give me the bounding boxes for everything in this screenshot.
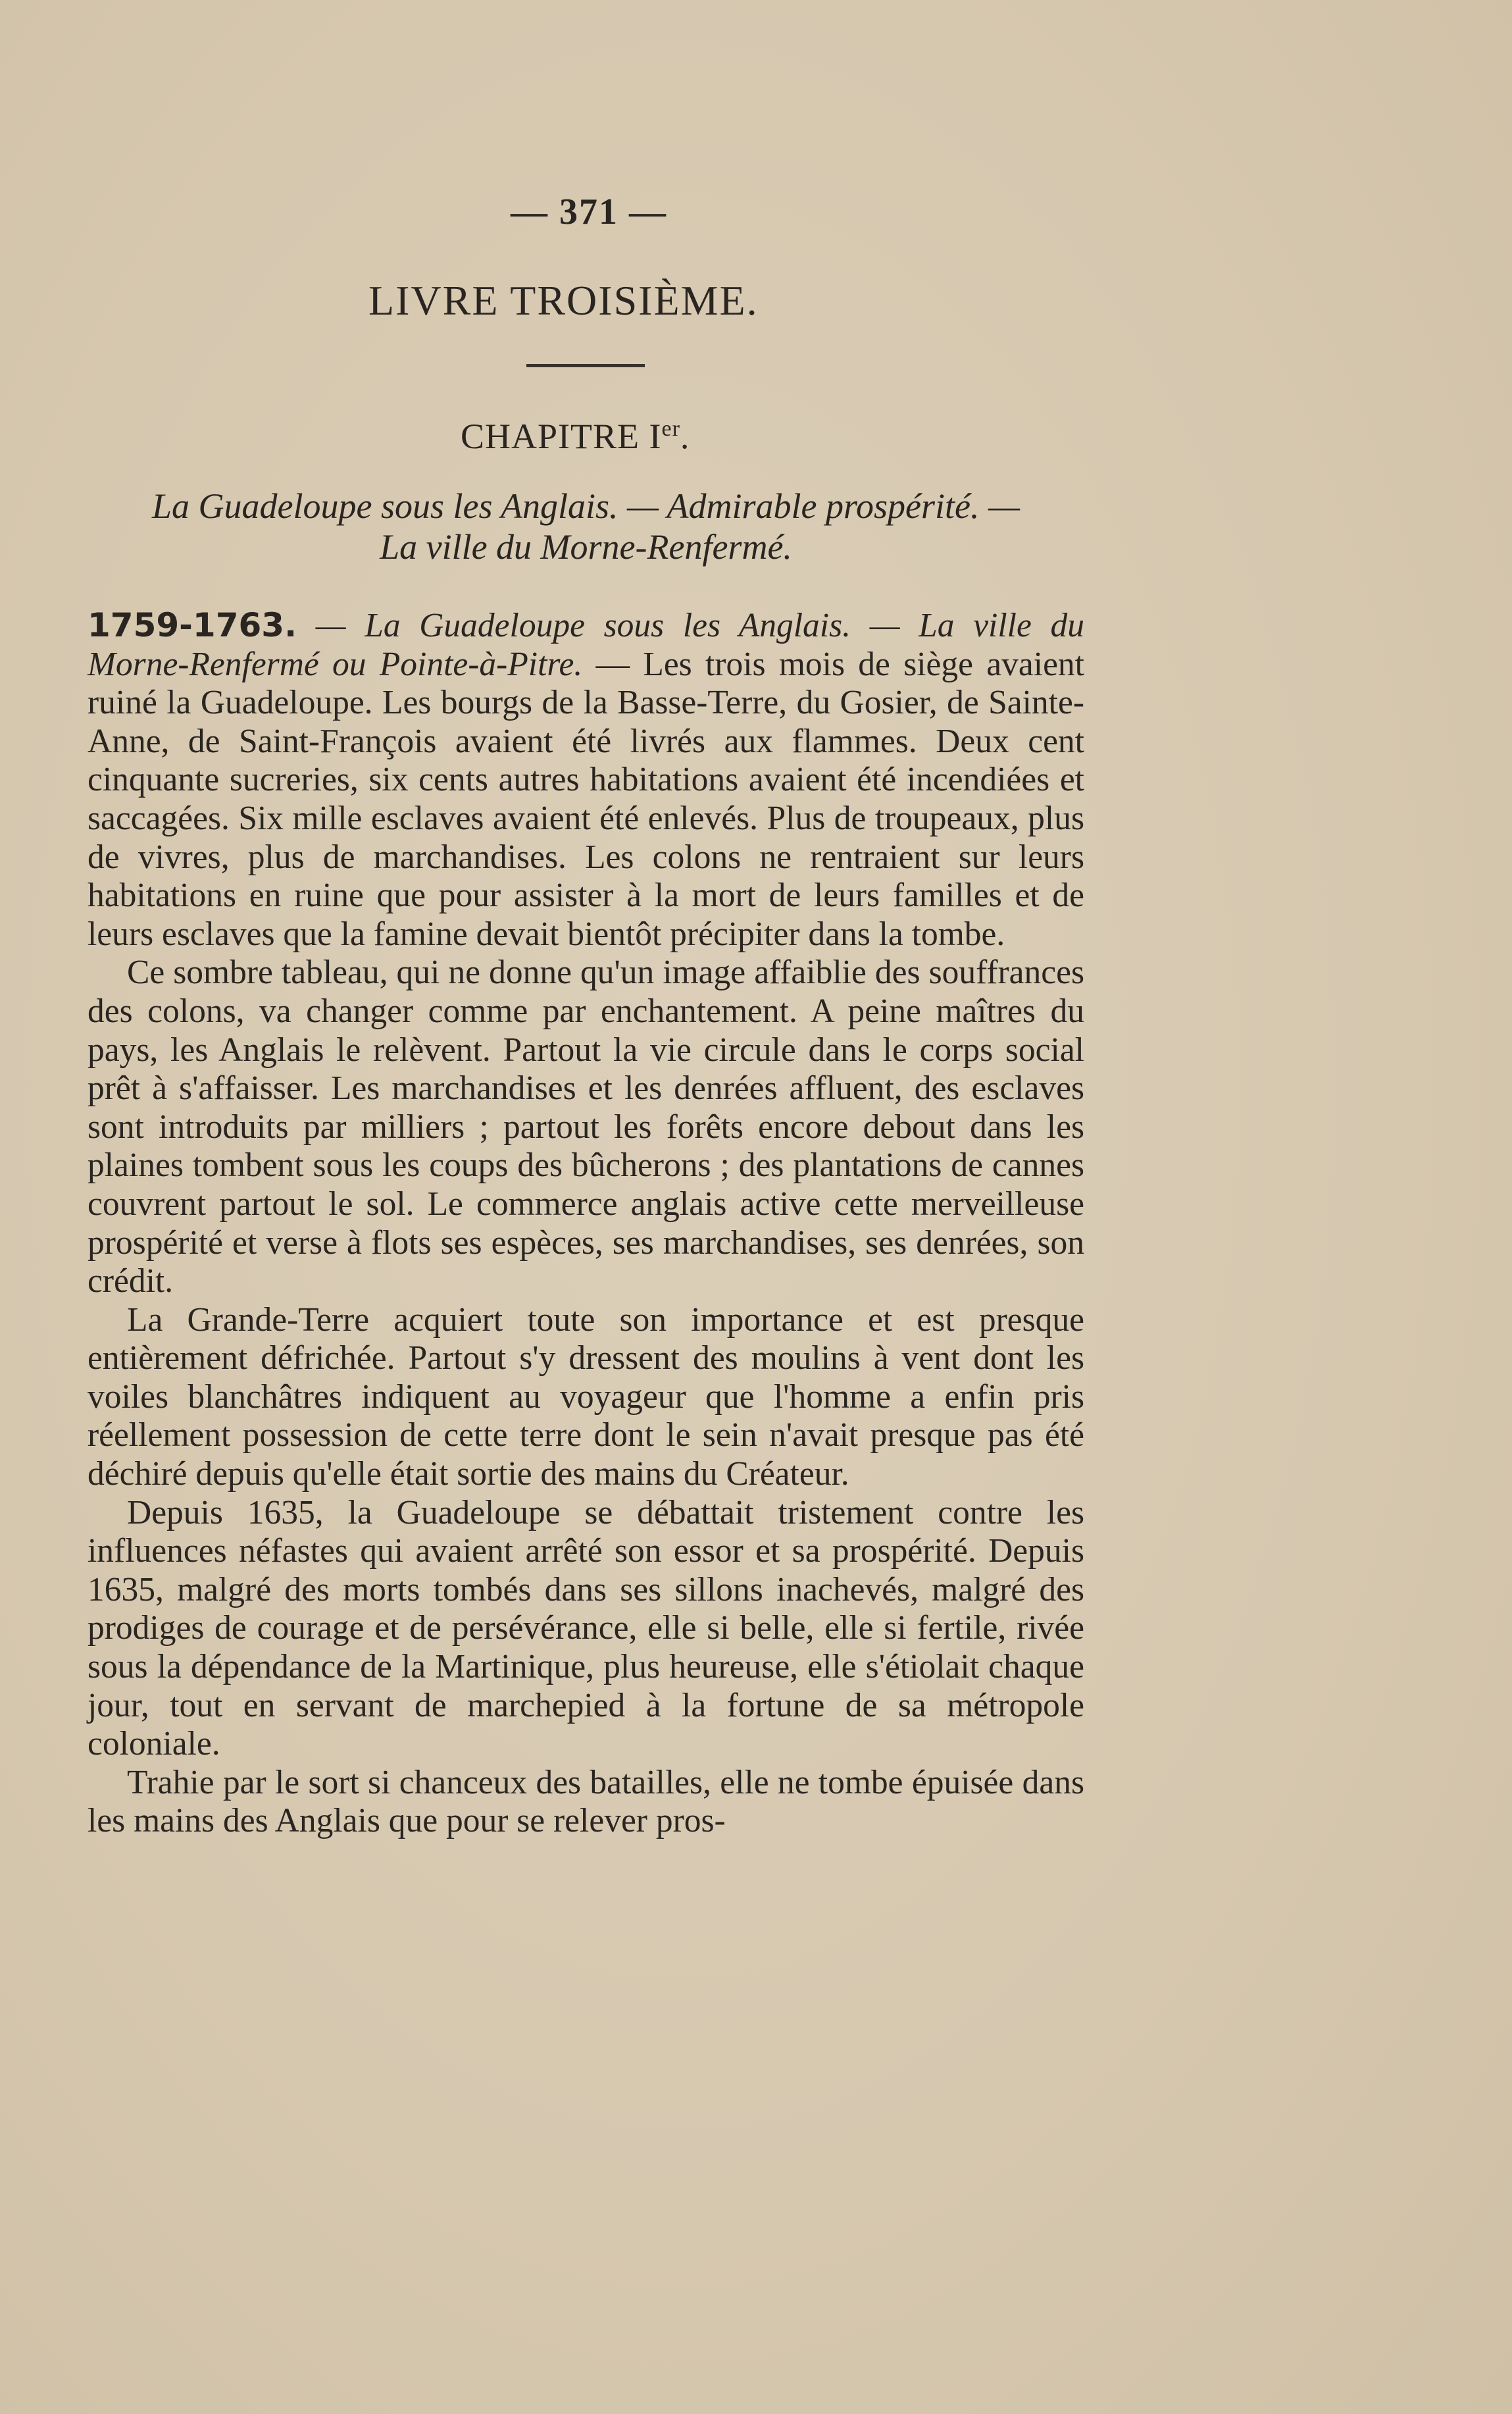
summary-line-2: La ville du Morne-Renfermé. [380, 527, 792, 567]
chapter-heading [461, 416, 737, 457]
chapter-suffix: . [680, 417, 690, 456]
body-text [88, 606, 1084, 1841]
chapter-summary [88, 486, 1084, 567]
paragraph-1-text: — Les trois mois de siège avaient ruiné la Guadeloupe. Les bourgs de la Basse-Terre, du Gosier, de Sainte-Anne, de Saint-François avaient été livrés aux flammes. Deux cent cinquante sucreries, six cents autres habitations avaient été incendiées et saccagées. Six mille esclaves avaient été enlevés. Plus de troupeaux, plus de vivres, plus de marchandises. Les colons ne rentraient sur leurs habitations en ruine que pour assister à la mort de leurs familles et de leurs esclaves que la famine devait bientôt précipiter dans la tombe. [88, 645, 1084, 953]
section-title: — La Guadeloupe sous les Anglais. — La ville du Morne-Renfermé ou Pointe-à-Pitre. [88, 607, 1084, 683]
paragraph-3: La Grande-Terre acquiert toute son importance et est presque entièrement défrichée. Partout s'y dressent des moulins à vent dont les voiles blanchâtres indiquent au voyageur que l'homme a enfin pris réellement possession de cette terre dont le sein n'avait presque pas été déchiré depuis qu'elle était sortie des mains du Créateur. [88, 1300, 1084, 1493]
paragraph-2: Ce sombre tableau, qui ne donne qu'un image affaiblie des souffrances des colons, va changer comme par enchantement. A peine maîtres du pays, les Anglais le relèvent. Partout la vie circule dans le corps social prêt à s'affaisser. Les marchandises et les denrées affluent, des esclaves sont introduits par milliers ; partout les forêts encore debout dans les plaines tombent sous les coups des bûcherons ; des plantations de cannes couvrent partout le sol. Le commerce anglais active cette merveilleuse prospérité et verse à flots ses espèces, ses marchandises, ses denrées, son crédit. [88, 954, 1084, 1300]
paragraph-5: Trahie par le sort si chanceux des batailles, elle ne tombe épuisée dans les mains des Anglais que pour se relever pros- [88, 1763, 1084, 1840]
page-number: — 371 — [511, 192, 667, 232]
paragraph-4: Depuis 1635, la Guadeloupe se débattait tristement contre les influences néfastes qui avaient arrêté son essor et sa prospérité. Depuis 1635, malgré des morts tombés dans ses sillons inachevés, malgré des prodiges de courage et de persévérance, elle si belle, elle si fertile, rivée sous la dépendance de la Martinique, plus heureuse, elle s'étiolait chaque jour, tout en servant de marchepied à la fortune de sa métropole coloniale. [88, 1493, 1084, 1763]
chapter-label: CHAPITRE I [461, 417, 662, 456]
chapter-superscript: er [661, 417, 680, 441]
book-title: LIVRE TROISIÈME. [368, 277, 759, 324]
date-range: 1759-1763. [88, 606, 297, 644]
summary-line-1: La Guadeloupe sous les Anglais. — Admirable prospérité. — [151, 486, 1021, 526]
title-divider [526, 364, 645, 367]
paragraph-1 [88, 606, 1084, 954]
